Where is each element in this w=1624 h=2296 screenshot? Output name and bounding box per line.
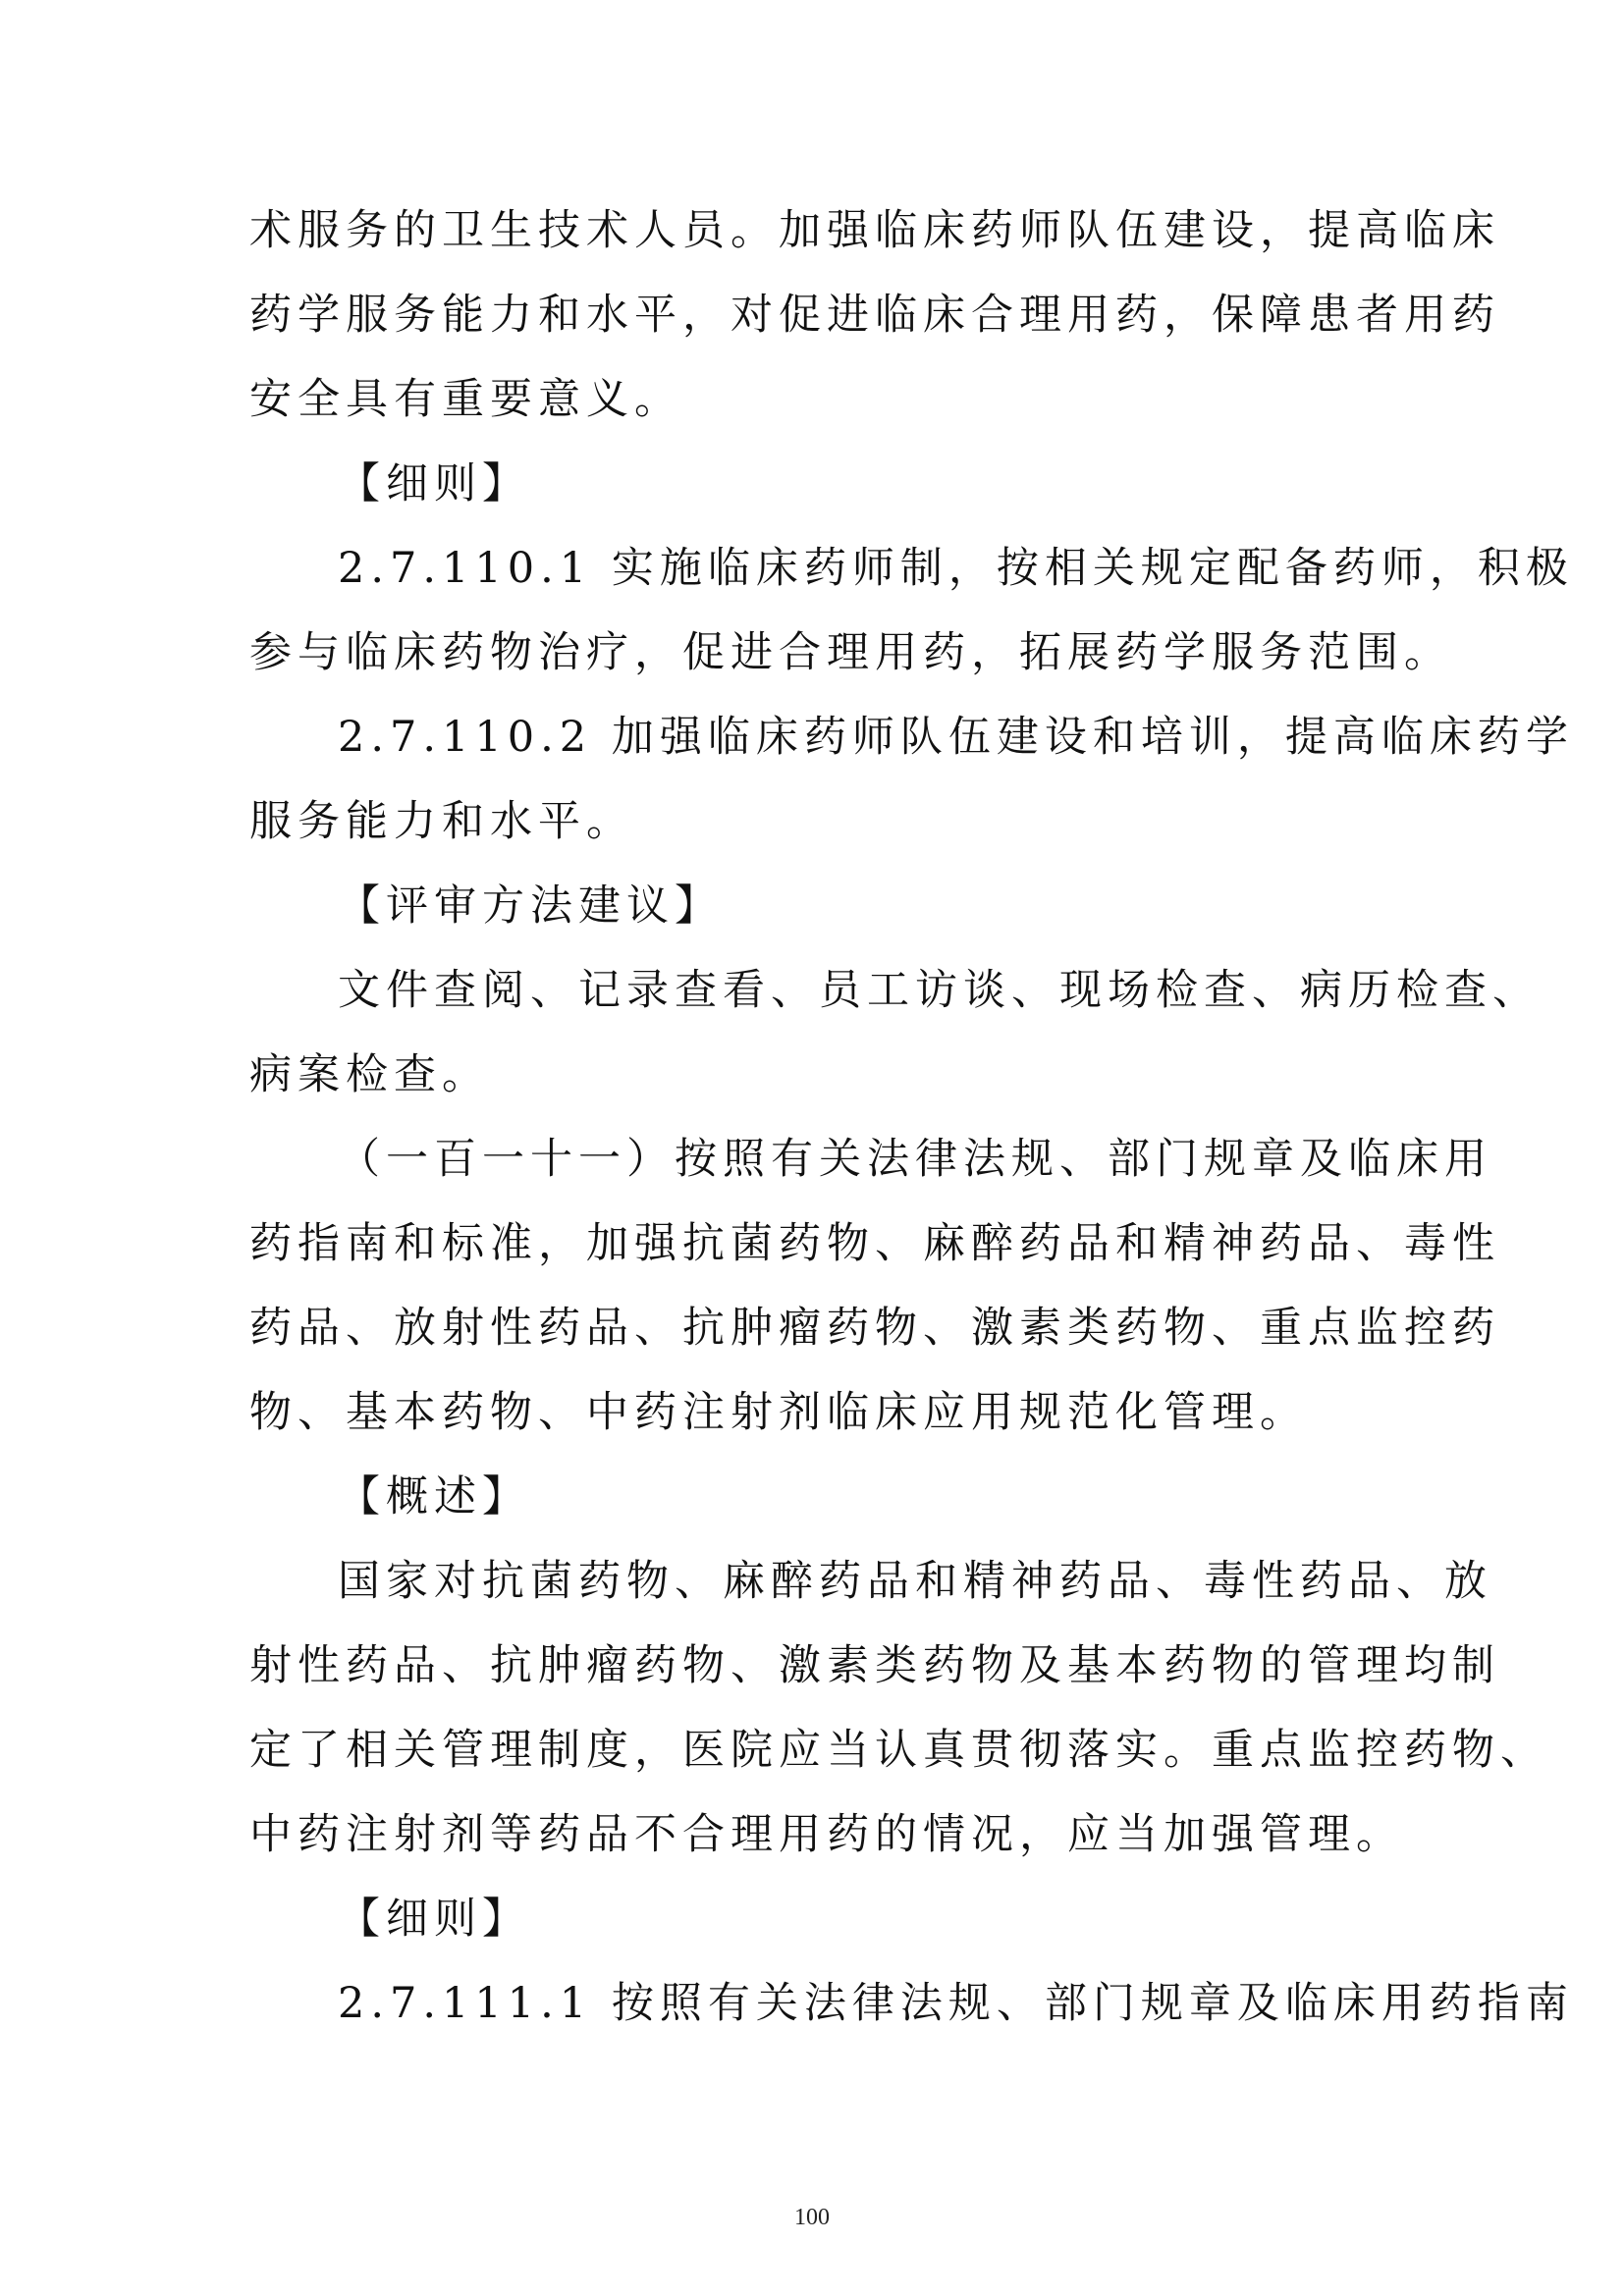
text-line: 2.7.110.1 实施临床药师制，按相关规定配备药师，积极 xyxy=(338,544,1574,593)
paragraph-item-111 xyxy=(249,1117,1500,1455)
text-line: 2.7.111.1 按照有关法律法规、部门规章及临床用药指南 xyxy=(338,1979,1574,2028)
text-line: 安全具有重要意义。 xyxy=(249,375,682,424)
text-line: 药品、放射性药品、抗肿瘤药物、激素类药物、重点监控药 xyxy=(249,1304,1500,1353)
text-line: 2.7.110.2 加强临床药师队伍建设和培训，提高临床药学 xyxy=(338,713,1574,762)
text-line: 文件查阅、记录查看、员工访谈、现场检查、病历检查、 xyxy=(338,966,1541,1015)
section-heading-overview: 【概述】 xyxy=(338,1472,530,1522)
section-heading-details: 【细则】 xyxy=(338,459,530,508)
paragraph-2-7-111-1 xyxy=(249,1961,1574,2046)
text-line: 定了相关管理制度，医院应当认真贯彻落实。重点监控药物、 xyxy=(249,1726,1548,1775)
paragraph-pharmacist-intro xyxy=(249,188,1500,442)
text-line: 病案检查。 xyxy=(249,1050,490,1099)
paragraph-overview xyxy=(249,1539,1548,1877)
paragraph-review-methods xyxy=(249,948,1541,1117)
page-number: 100 xyxy=(794,2205,830,2230)
text-line: 药学服务能力和水平，对促进临床合理用药，保障患者用药 xyxy=(249,291,1500,340)
section-heading-details: 【细则】 xyxy=(338,1895,530,1944)
paragraph-2-7-110-1 xyxy=(249,526,1574,695)
text-line: 中药注射剂等药品不合理用药的情况，应当加强管理。 xyxy=(249,1810,1404,1859)
text-line: 射性药品、抗肿瘤药物、激素类药物及基本药物的管理均制 xyxy=(249,1641,1500,1690)
text-line: 术服务的卫生技术人员。加强临床药师队伍建设，提高临床 xyxy=(249,206,1500,255)
text-line: 参与临床药物治疗，促进合理用药，拓展药学服务范围。 xyxy=(249,628,1452,677)
text-line: 国家对抗菌药物、麻醉药品和精神药品、毒性药品、放 xyxy=(338,1557,1492,1606)
text-line: 药指南和标准，加强抗菌药物、麻醉药品和精神药品、毒性 xyxy=(249,1219,1500,1268)
page-body xyxy=(249,188,1574,2046)
paragraph-2-7-110-2 xyxy=(249,695,1574,864)
text-line: 服务能力和水平。 xyxy=(249,797,634,846)
section-heading-review-methods: 【评审方法建议】 xyxy=(338,881,723,931)
text-line: 物、基本药物、中药注射剂临床应用规范化管理。 xyxy=(249,1388,1308,1437)
text-line: （一百一十一）按照有关法律法规、部门规章及临床用 xyxy=(338,1135,1492,1184)
